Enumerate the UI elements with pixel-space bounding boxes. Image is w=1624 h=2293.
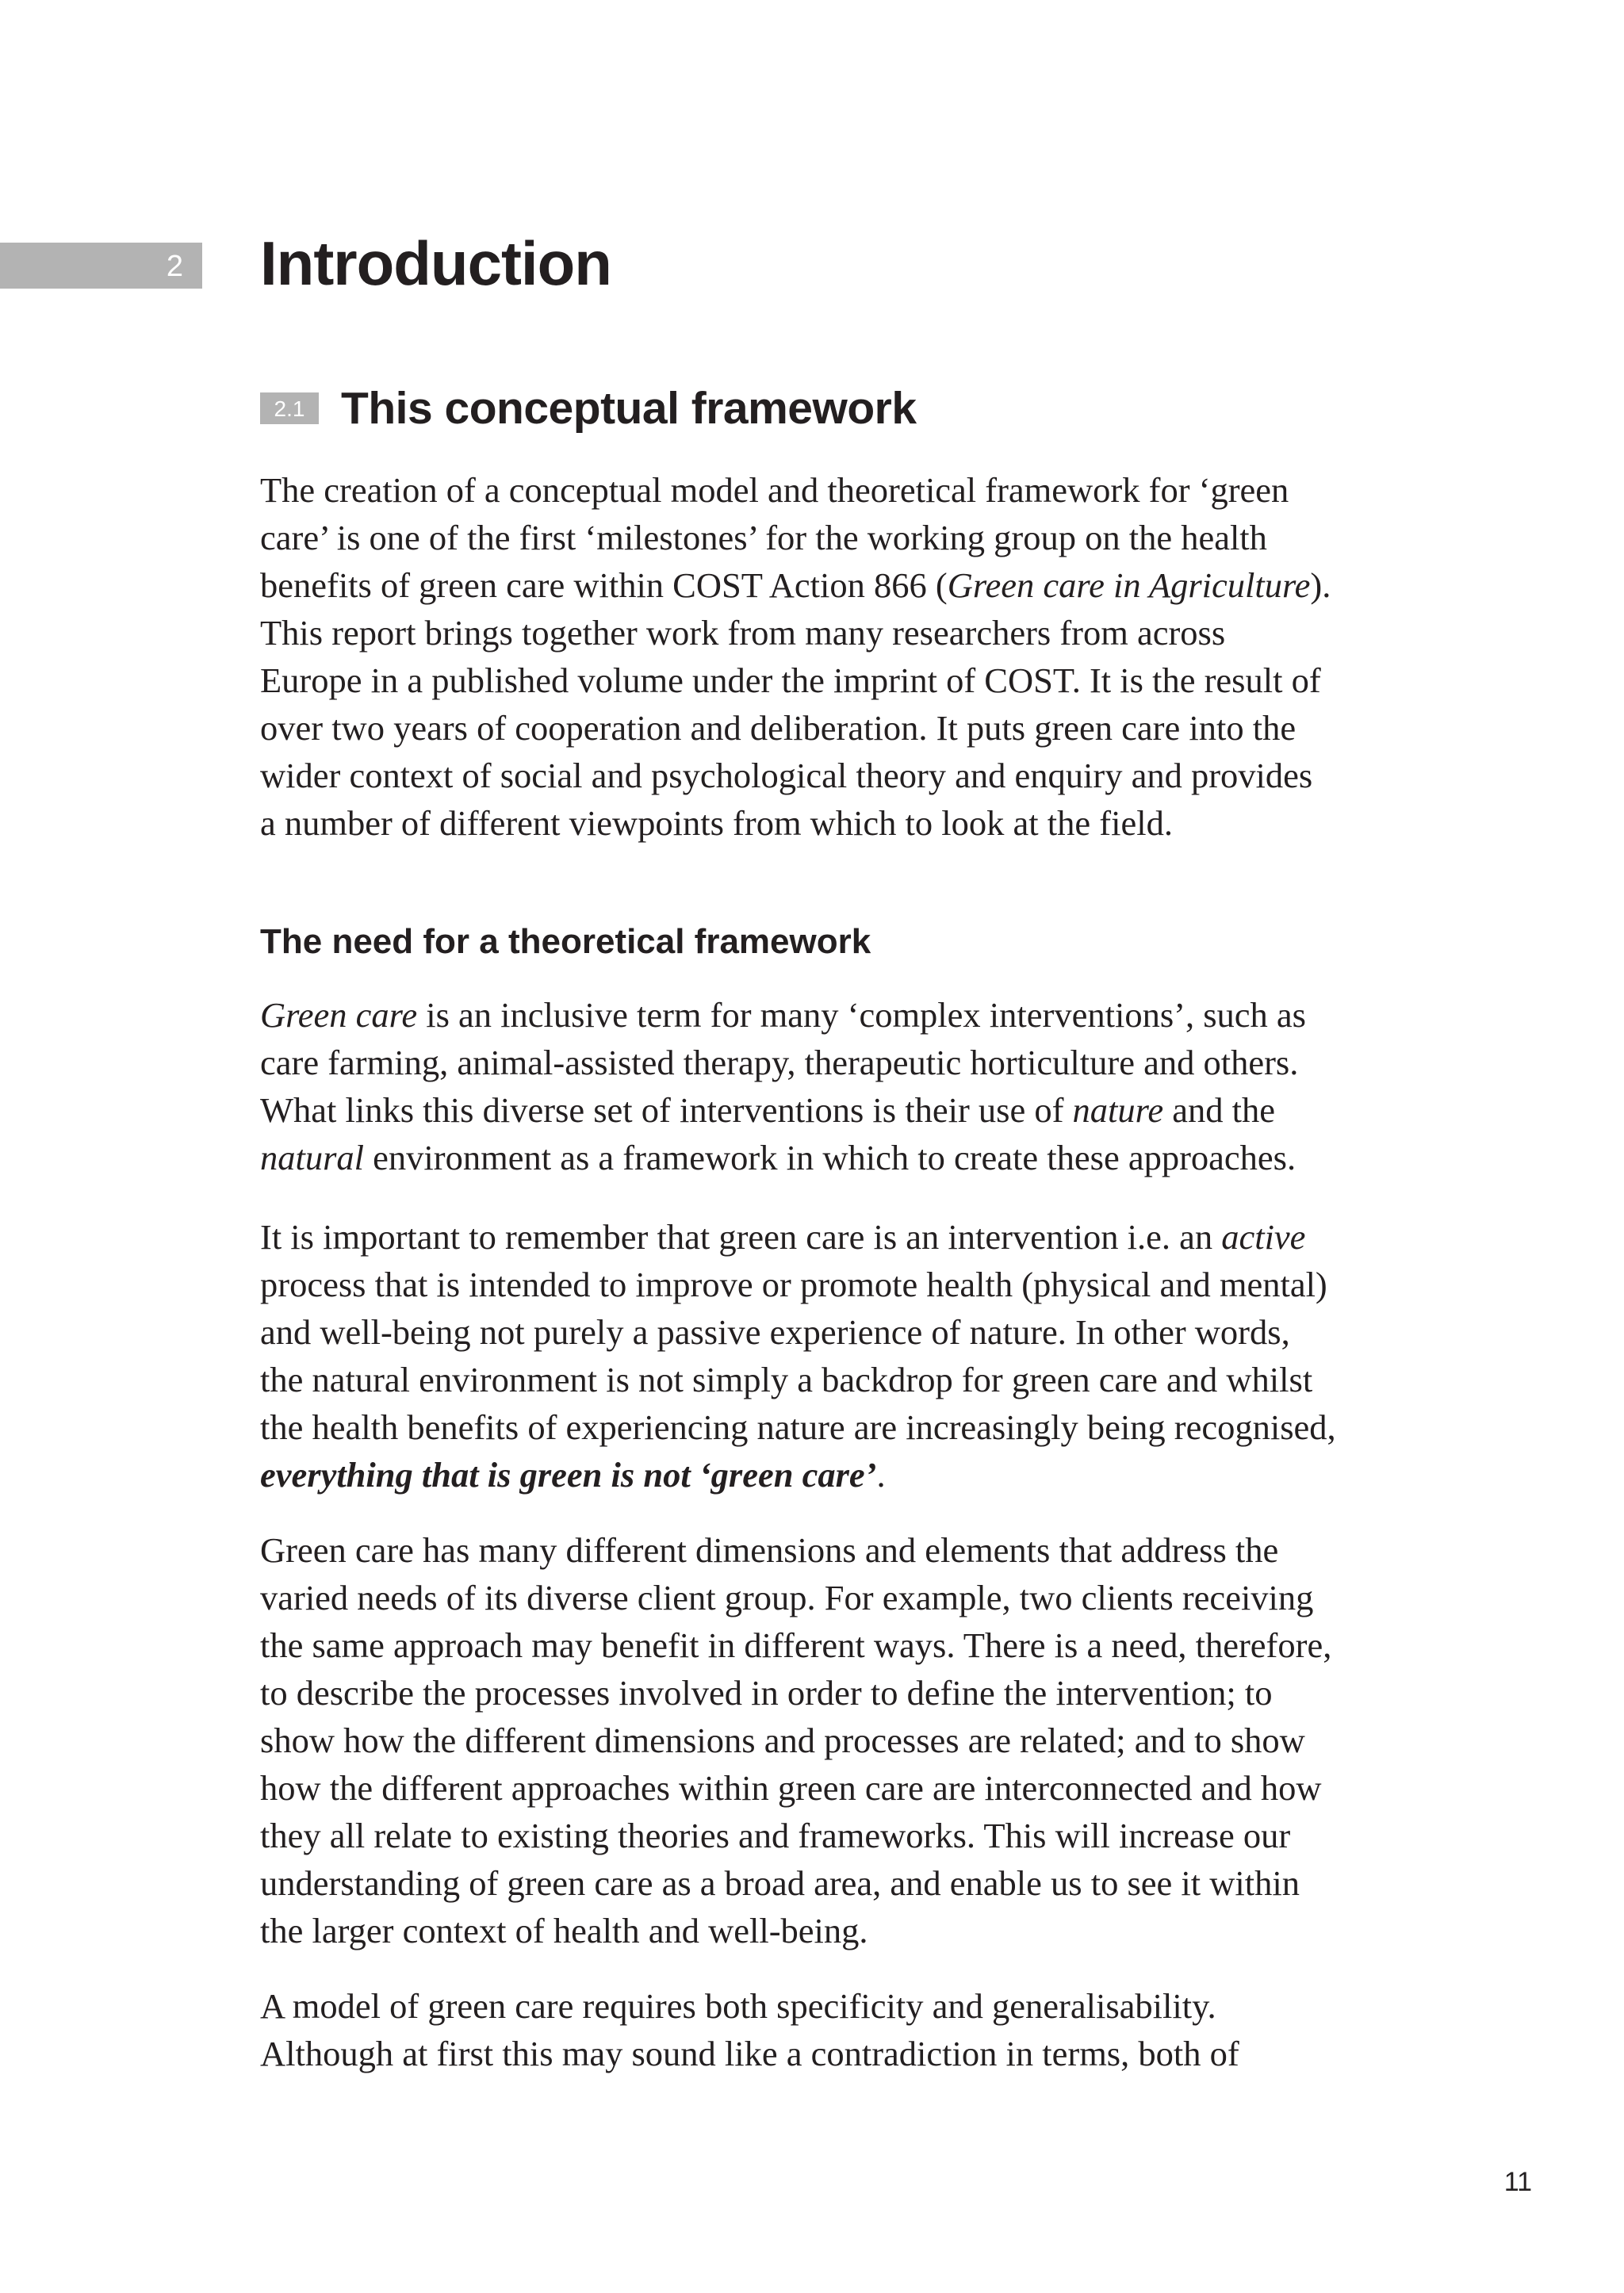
text-line: the health benefits of experiencing nature are increasingly being recognised, (260, 1407, 1336, 1447)
text-line: This report brings together work from many researchers from across (260, 613, 1226, 653)
paragraph-2 (260, 991, 1418, 1181)
text-line: a number of different viewpoints from which to look at the field. (260, 803, 1173, 843)
text-line: to describe the processes involved in order to define the intervention; to (260, 1673, 1273, 1713)
text-line: Europe in a published volume under the imprint of COST. It is the result of (260, 660, 1321, 700)
text-line: benefits of green care within COST Action 866 (Green care in Agriculture). (260, 565, 1331, 605)
text-line: everything that is green is not ‘green care’. (260, 1455, 886, 1495)
text-line: varied needs of its diverse client group. For example, two clients receiving (260, 1578, 1314, 1617)
section-heading (260, 381, 917, 436)
text-line: care farming, animal-assisted therapy, therapeutic horticulture and others. (260, 1043, 1299, 1082)
text-line: Green care has many different dimensions and elements that address the (260, 1530, 1279, 1570)
paragraph-3 (260, 1213, 1418, 1499)
text-line: process that is intended to improve or promote health (physical and mental) (260, 1265, 1327, 1304)
text-line: and well-being not purely a passive experience of nature. In other words, (260, 1312, 1290, 1352)
text-line: Although at first this may sound like a contradiction in terms, both of (260, 2034, 1239, 2073)
text-line: they all relate to existing theories and frameworks. This will increase our (260, 1816, 1291, 1855)
text-line: the same approach may benefit in different ways. There is a need, therefore, (260, 1625, 1332, 1665)
text-line: understanding of green care as a broad area, and enable us to see it within (260, 1863, 1300, 1903)
section-number: 2.1 (260, 392, 319, 424)
text-line: over two years of cooperation and deliberation. It puts green care into the (260, 708, 1297, 748)
text-line: What links this diverse set of interventions is their use of nature and the (260, 1090, 1275, 1130)
text-line: Green care is an inclusive term for many ‘complex interventions’, such as (260, 995, 1306, 1035)
chapter-number: 2 (166, 250, 183, 283)
text-line: care’ is one of the first ‘milestones’ for the working group on the health (260, 518, 1267, 557)
section-title: This conceptual framework (341, 383, 917, 434)
subheading: The need for a theoretical framework (260, 922, 871, 961)
paragraph-5 (260, 1982, 1418, 2077)
text-line: The creation of a conceptual model and theoretical framework for ‘green (260, 470, 1289, 510)
text-line: the larger context of health and well-being. (260, 1911, 868, 1950)
paragraph-1 (260, 466, 1418, 847)
chapter-number-tab (0, 243, 202, 289)
text-line: show how the different dimensions and processes are related; and to show (260, 1721, 1305, 1760)
text-line: the natural environment is not simply a backdrop for green care and whilst (260, 1360, 1313, 1399)
text-line: A model of green care requires both specificity and generalisability. (260, 1986, 1216, 2026)
chapter-title: Introduction (260, 228, 611, 298)
text-line: wider context of social and psychological theory and enquiry and provides (260, 756, 1313, 795)
paragraph-4 (260, 1526, 1418, 1954)
text-line: how the different approaches within green care are interconnected and how (260, 1768, 1322, 1808)
page-number: 11 (1503, 2167, 1532, 2197)
text-line: It is important to remember that green care is an intervention i.e. an active (260, 1217, 1306, 1257)
text-line: natural environment as a framework in which to create these approaches. (260, 1138, 1297, 1177)
